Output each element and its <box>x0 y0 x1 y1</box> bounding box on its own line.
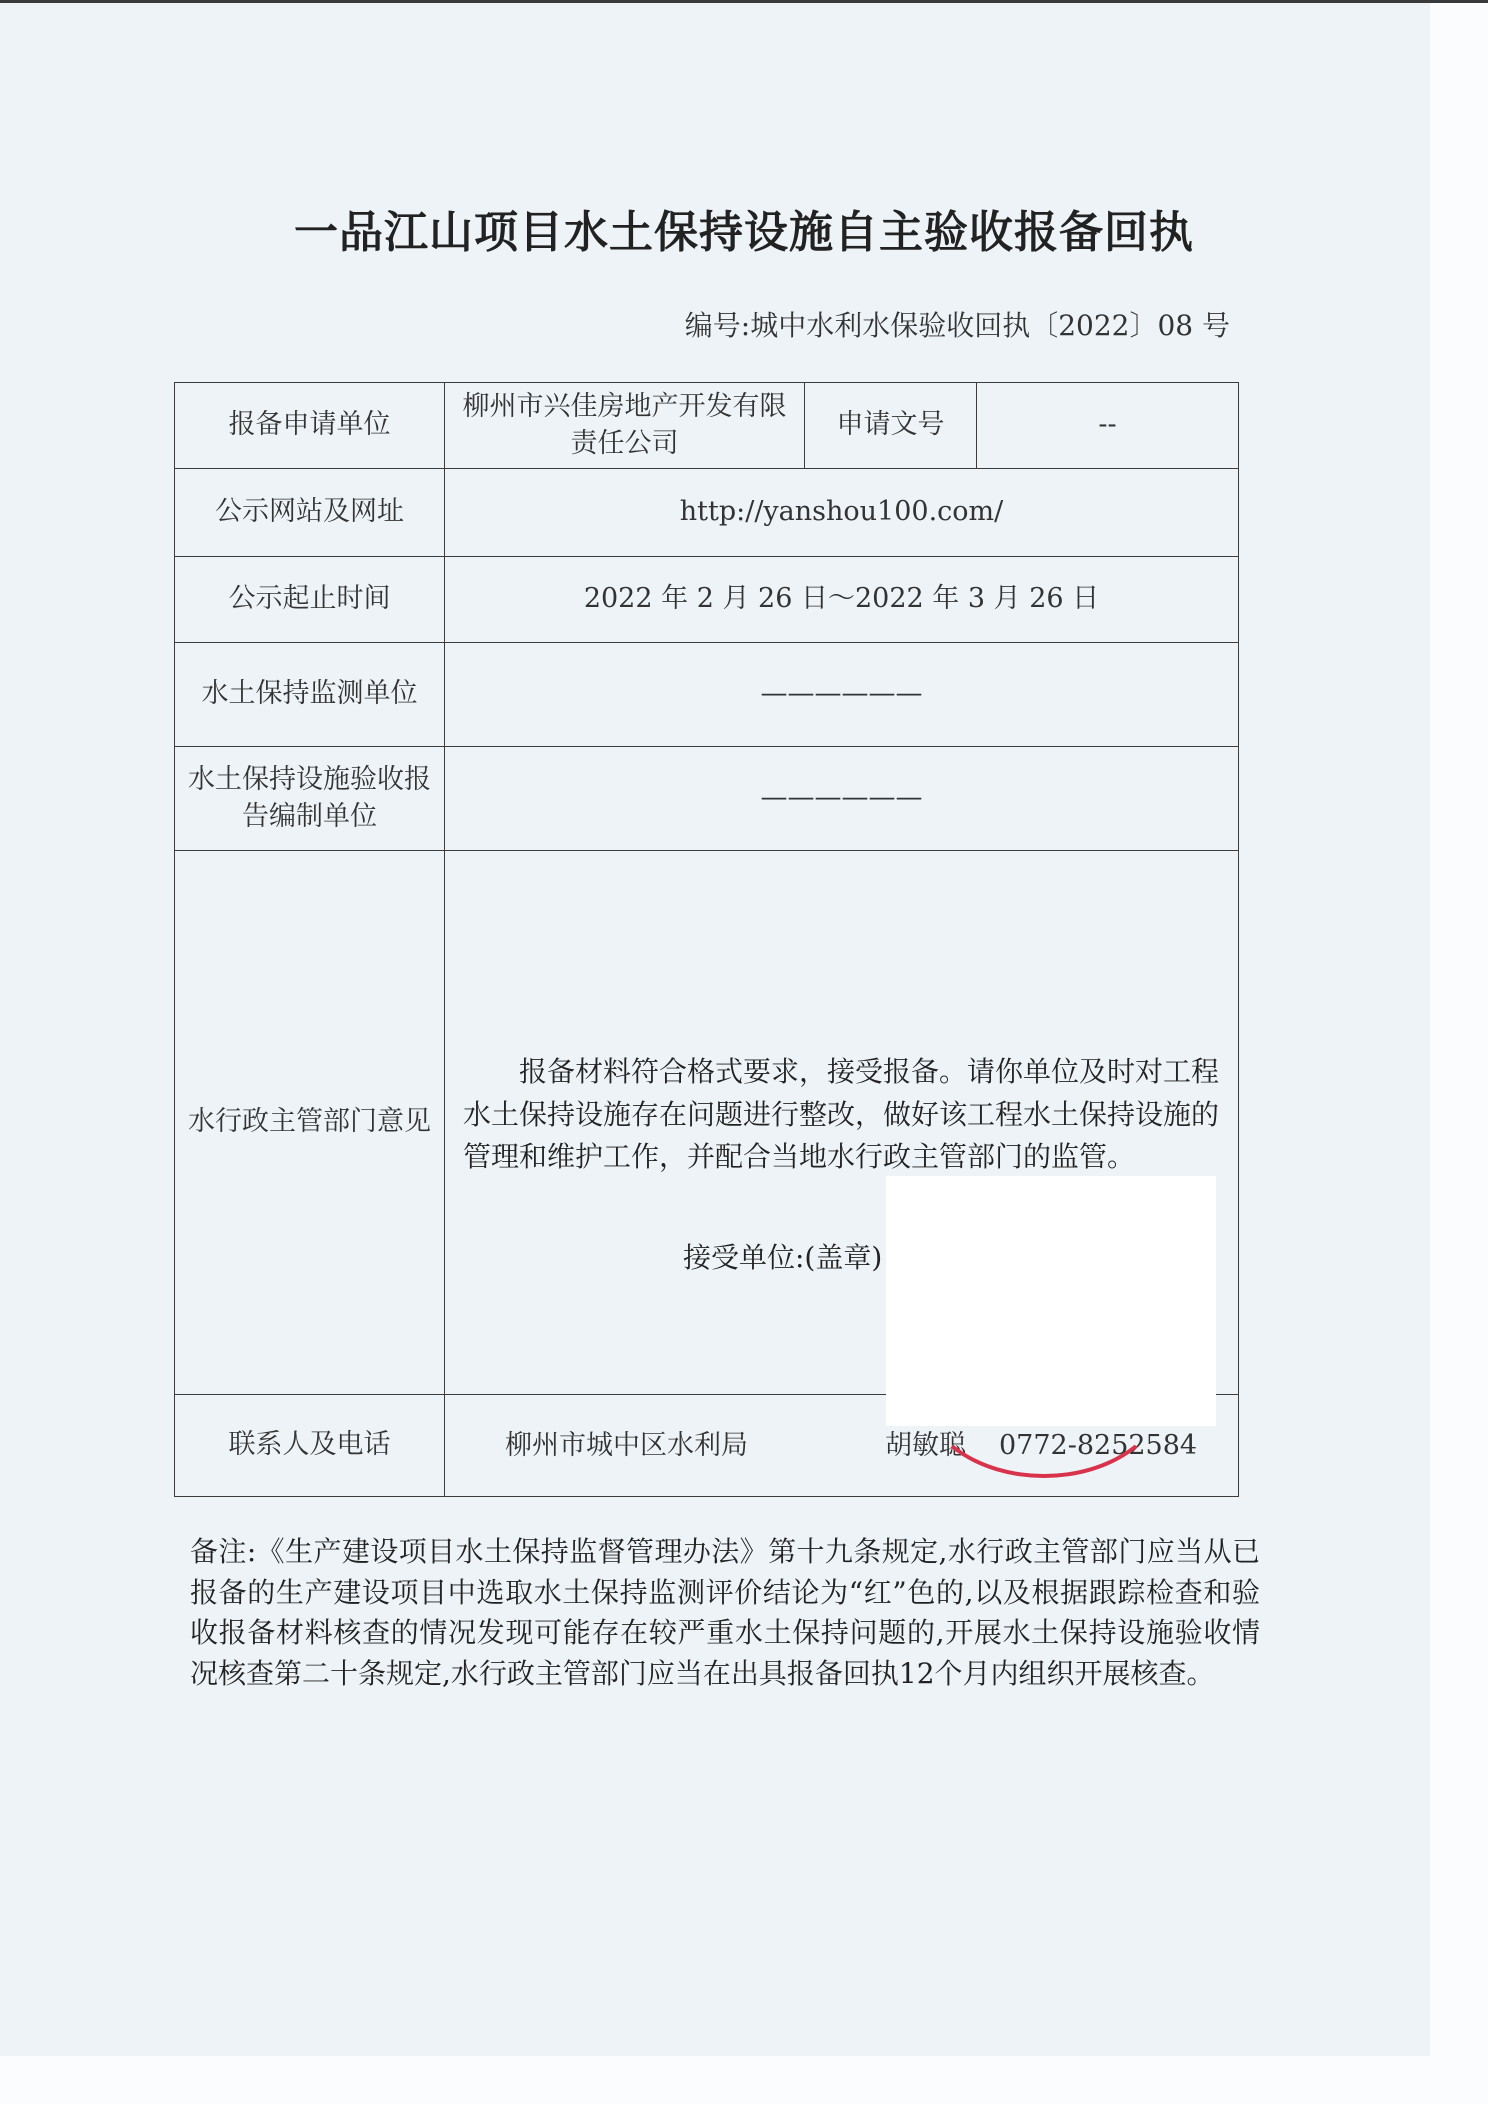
row-period <box>175 557 1239 643</box>
row-website <box>175 469 1239 557</box>
contact-phone: 0772-8252584 <box>999 1429 1198 1461</box>
scan-margin-right <box>1430 0 1488 2104</box>
remark-note: 备注:《生产建设项目水土保持监督管理办法》第十九条规定,水行政主管部门应当从已报备的生产建设项目中选取水土保持监测评价结论为“红”色的,以及根据跟踪检查和验收报备材料核查的情况发现可能存在较严重水土保持问题的,开展水土保持设施验收情况核查第二十条规定,水行政主管部门应当在出具报备回执12个月内组织开展核查。 <box>190 1535 1260 1690</box>
scan-top-edge <box>0 0 1488 3</box>
period-label: 公示起止时间 <box>175 557 445 643</box>
website-label: 公示网站及网址 <box>175 469 445 557</box>
row-monitor <box>175 643 1239 747</box>
contact-person: 胡敏聪 <box>885 1429 966 1461</box>
contact-label: 联系人及电话 <box>175 1395 445 1497</box>
accept-unit-label: 接受单位:(盖章) <box>683 1241 883 1274</box>
report-label: 水土保持设施验收报告编制单位 <box>175 747 445 851</box>
opinion-label: 水行政主管部门意见 <box>175 851 445 1395</box>
row-applicant <box>175 383 1239 469</box>
row-report <box>175 747 1239 851</box>
monitor-label: 水土保持监测单位 <box>175 643 445 747</box>
scan-margin-bottom <box>0 2056 1488 2104</box>
document-number: 编号:城中水利水保验收回执〔2022〕08 号 <box>684 309 1230 342</box>
contact-org: 柳州市城中区水利局 <box>505 1429 748 1461</box>
opinion-text: 报备材料符合格式要求，接受报备。请你单位及时对工程水土保持设施存在问题进行整改，做好该工程水土保持设施的管理和维护工作，并配合当地水行政主管部门的监管。 <box>463 1055 1220 1174</box>
doc-no-value: -- <box>977 383 1239 469</box>
monitor-value: —————— <box>445 643 1239 747</box>
document-title: 一品江山项目水土保持设施自主验收报备回执 <box>294 207 1194 258</box>
period-value: 2022 年 2 月 26 日～2022 年 3 月 26 日 <box>445 557 1239 643</box>
redaction-box <box>886 1176 1216 1426</box>
report-value: —————— <box>445 747 1239 851</box>
applicant-label: 报备申请单位 <box>175 383 445 469</box>
website-value: http://yanshou100.com/ <box>445 469 1239 557</box>
applicant-value: 柳州市兴佳房地产开发有限责任公司 <box>445 383 805 469</box>
doc-no-label: 申请文号 <box>805 383 977 469</box>
